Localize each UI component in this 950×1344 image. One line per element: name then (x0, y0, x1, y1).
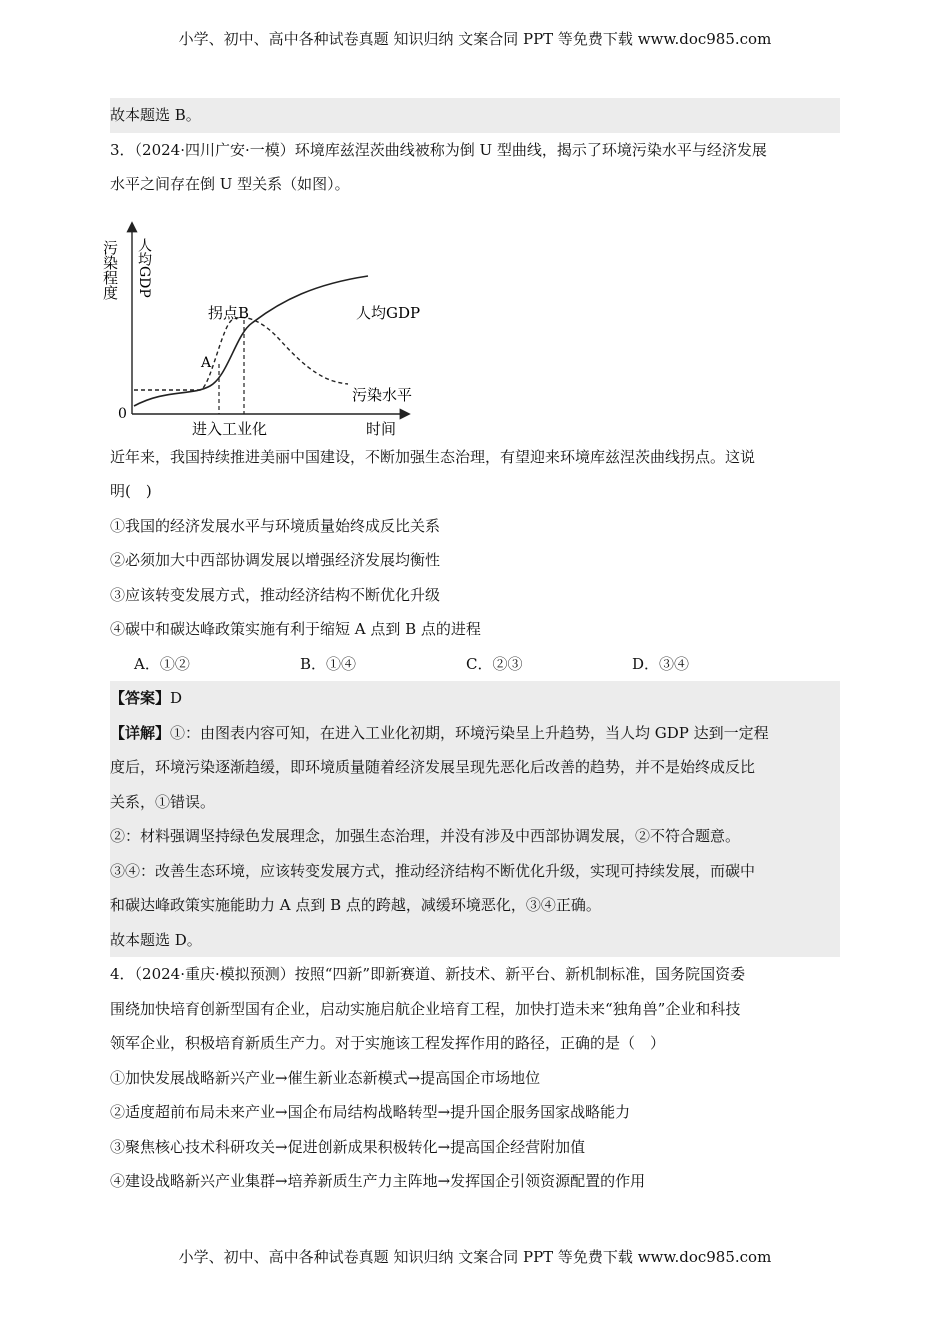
q4-item-4: ④建设战略新兴产业集群→培养新质生产力主阵地→发挥国企引领资源配置的作用 (110, 1172, 646, 1190)
detail-line-3: 关系，①错误。 (110, 785, 840, 820)
pollution-curve-label: 污染水平 (352, 385, 413, 404)
gdp-curve (134, 276, 368, 406)
kuznets-curve-svg (101, 206, 430, 438)
option-b: B．①④ (300, 654, 357, 673)
detail-line-5: ③④：改善生态环境，应该转变发展方式，推动经济结构不断优化升级，实现可持续发展，而碳中 (110, 854, 840, 889)
page-header: 小学、初中、高中各种试卷真题 知识归纳 文案合同 PPT 等免费下载 www.doc985.com (178, 30, 772, 48)
pollution-curve (134, 317, 348, 390)
q3-stem-line-1: 3．（2024·四川广安·一模）环境库兹涅茨曲线被称为倒 U 型曲线，揭示了环境污染水平与经济发展 (110, 140, 767, 159)
q3-conclusion: 故本题选 D。 (110, 923, 840, 958)
option-d: D．③④ (632, 654, 690, 673)
answer-tag: 【答案】 (110, 689, 171, 707)
q4-stem-line-1: 4．（2024·重庆·模拟预测）按照“四新”即新赛道、新技术、新平台、新机制标准，国务院国资委 (110, 965, 746, 983)
answer-line (110, 681, 840, 716)
point-a-label: A (201, 354, 212, 371)
detail-line-2: 度后，环境污染逐渐趋缓，即环境质量随着经济发展呈现先恶化后改善的趋势，并不是始终成反比 (110, 750, 840, 785)
q3-item-4: ④碳中和碳达峰政策实施有利于缩短 A 点到 B 点的进程 (110, 620, 481, 638)
q4-item-3: ③聚焦核心技术科研攻关→促进创新成果积极转化→提高国企经营附加值 (110, 1137, 586, 1156)
page-footer: 小学、初中、高中各种试卷真题 知识归纳 文案合同 PPT 等免费下载 www.doc985.com (178, 1248, 772, 1266)
detail-tag: 【详解】 (110, 723, 171, 742)
origin-label: 0 (118, 405, 127, 422)
y-label-pollution: 污染程度 (101, 239, 119, 300)
q3-item-1: ①我国的经济发展水平与环境质量始终成反比关系 (110, 516, 441, 535)
x-label-industrialization: 进入工业化 (192, 419, 268, 438)
document-body (101, 98, 840, 1199)
answer-value: D (170, 689, 183, 707)
q3-item-3: ③应该转变发展方式，推动经济结构不断优化升级 (110, 585, 441, 604)
q3-body-line-2: 明( ) (110, 482, 152, 500)
q4-stem-line-3: 领军企业，积极培育新质生产力。对于实施该工程发挥作用的路径，正确的是（ ） (110, 1034, 666, 1052)
q3-body-line-1: 近年来，我国持续推进美丽中国建设，不断加强生态治理，有望迎来环境库兹涅茨曲线拐点。这说 (110, 447, 756, 466)
q4-item-1: ①加快发展战略新兴产业→催生新业态新模式→提高国企市场地位 (110, 1068, 541, 1087)
detail-line-6: 和碳达峰政策实施能助力 A 点到 B 点的跨越，减缓环境恶化，③④正确。 (110, 888, 840, 923)
detail-text-1: ①：由图表内容可知，在进入工业化初期，环境污染呈上升趋势，当人均 GDP 达到一定程 (170, 723, 769, 742)
q3-stem-line-2: 水平之间存在倒 U 型关系（如图）。 (110, 175, 350, 193)
y-label-gdp: 人均GDP (136, 237, 152, 298)
x-label-time: 时间 (366, 419, 397, 438)
option-a: A．①② (134, 654, 190, 673)
detail-line-4: ②：材料强调坚持绿色发展理念，加强生态治理，并没有涉及中西部协调发展，②不符合题意。 (110, 819, 840, 854)
q3-item-2: ②必须加大中西部协调发展以增强经济发展均衡性 (110, 551, 441, 569)
option-c: C．②③ (466, 654, 523, 673)
kuznets-curve-figure (101, 206, 840, 438)
q4-stem-line-2: 围绕加快培育创新型国有企业，启动实施启航企业培育工程，加快打造未来“独角兽”企业和科技 (110, 999, 741, 1018)
q3-options (110, 647, 840, 682)
point-b-label: 拐点B (208, 303, 250, 322)
q4-item-2: ②适度超前布局未来产业→国企布局结构战略转型→提升国企服务国家战略能力 (110, 1103, 631, 1121)
detail-line-1 (110, 716, 840, 751)
prev-conclusion: 故本题选 B。 (110, 98, 840, 133)
gdp-curve-label: 人均GDP (356, 303, 421, 322)
